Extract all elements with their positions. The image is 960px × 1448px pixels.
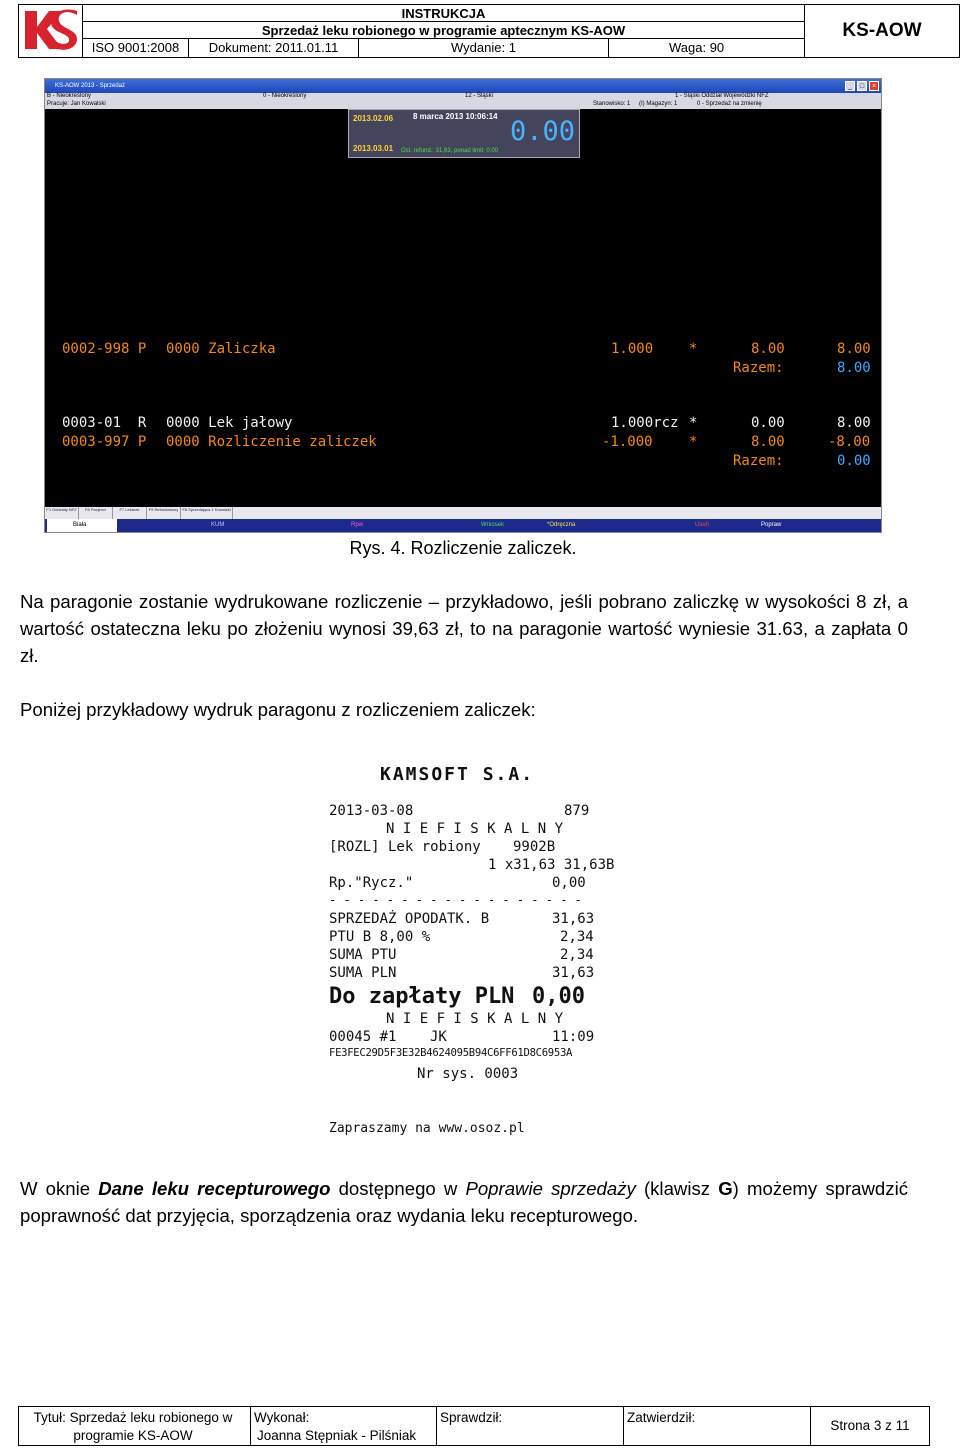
p3-text-2: dostępnego w <box>330 1178 466 1199</box>
receipt-sale-value: 31,63 <box>552 911 595 927</box>
footer-checked-label: Sprawdził: <box>440 1410 503 1425</box>
document-header <box>18 4 960 58</box>
footer-done-cell <box>251 1407 437 1445</box>
header-iso: ISO 9001:2008 <box>83 39 189 57</box>
row2-qty: 1.000rcz <box>611 415 679 431</box>
window-controls <box>845 81 879 91</box>
receipt-item: [ROZL] Lek robiony <box>329 839 481 855</box>
row1-code[interactable]: 0002-998 P <box>62 341 147 357</box>
footer-checked-cell <box>437 1407 624 1445</box>
row3-mark: * <box>689 434 698 450</box>
receipt-separator: - - - - - - - - - - - - - - - - - - <box>329 893 582 907</box>
razem2-label: Razem: <box>733 453 784 469</box>
status-rpw[interactable]: Rpw <box>351 522 364 528</box>
receipt-sale-label: SPRZEDAŻ OPODATK. B <box>329 911 490 927</box>
receipt-rp-value: 0,00 <box>552 875 586 891</box>
p3-text-3: (klawisz <box>635 1178 719 1199</box>
p3-text-4: ) możemy sprawdzić poprawność dat przyjęcia, sporządzenia oraz wydania leku recepturowego. <box>20 1178 909 1226</box>
receipt-suma-ptu-label: SUMA PTU <box>329 947 397 963</box>
display-date-2: 2013.03.01 <box>353 144 394 153</box>
header-weight: Waga: 90 <box>669 40 725 55</box>
status-popraw[interactable]: Popraw <box>761 522 782 528</box>
header-center <box>83 5 805 57</box>
info-store: (I) Magazyn: 1 <box>639 101 678 107</box>
row2-total: 8.00 <box>837 415 871 431</box>
header-brand-cell <box>805 5 959 57</box>
razem2-value: 0.00 <box>837 453 871 469</box>
p3-text-1: W oknie <box>20 1178 99 1199</box>
ks-logo-icon <box>19 5 83 57</box>
receipt-transaction: 00045 #1 <box>329 1029 397 1045</box>
fkey-f1[interactable]: F1 Oddziały NFZ <box>45 507 79 519</box>
row1-name[interactable]: 0000 Zaliczka <box>166 341 276 357</box>
footer-done-name: Joanna Stępniak - Pilśniak <box>257 1428 417 1443</box>
status-odreczna[interactable]: *Odręczna <box>547 522 576 528</box>
info-payer: 0 - Nieokreślony <box>263 93 307 99</box>
program-screenshot <box>44 78 882 533</box>
footer-title-cont: programie KS-AOW <box>73 1428 193 1443</box>
figure-caption: Rys. 4. Rozliczenie zaliczek. <box>349 538 577 558</box>
display-date-1: 2013.02.06 <box>353 114 394 123</box>
receipt-ptu-label: PTU B 8,00 % <box>329 929 431 945</box>
row1-qty: 1.000 <box>611 341 654 357</box>
receipt-suma-pln-label: SUMA PLN <box>329 965 397 981</box>
razem1-label: Razem: <box>733 360 784 376</box>
window-title: KS-AOW 2013 - Sprzedaż <box>55 83 126 89</box>
receipt-pay-value: 0,00 <box>532 984 585 1009</box>
fkey-f8[interactable]: F8 Sprzedająca 1 Kowalski <box>181 507 233 519</box>
row2-name[interactable]: 0000 Lek jałowy <box>166 415 293 431</box>
footer-title-cell <box>19 1407 251 1445</box>
row1-total: 8.00 <box>837 341 871 357</box>
minimize-icon[interactable]: _ <box>845 81 855 91</box>
receipt-nonfiscal: N I E F I S K A L N Y <box>386 821 564 837</box>
header-document: Dokument: 2011.01.11 <box>189 39 359 57</box>
paragraph-settlement: Na paragonie zostanie wydrukowane rozliczenie – przykładowo, jeśli pobrano zaliczkę w wysokości 8 zł, a wartość ostateczna leku po złożeniu wynosi 39,63 zł, to na paragonie wartość wyniesie 31.63, a zapłata 0 zł. <box>20 591 908 666</box>
header-subtitle: Sprzedaż leku robionego w programie aptecznym KS-AOW <box>83 22 804 39</box>
status-bar <box>45 519 881 532</box>
footer-page-cell <box>811 1407 929 1445</box>
window-titlebar <box>45 79 881 93</box>
row1-mark: * <box>689 341 698 357</box>
receipt-hash: FE3FEC29D5F3E32B4624095B94C6FF61D8C6953A <box>329 1047 573 1059</box>
footer-page: Strona 3 z 11 <box>830 1418 910 1433</box>
info-station: Stanowisko: 1 <box>593 101 631 107</box>
info-user: Pracuje: Jan Kowalski <box>47 101 106 107</box>
receipt-ptu-value: 2,34 <box>560 929 594 945</box>
function-keys-bar <box>45 507 881 519</box>
row2-price: 0.00 <box>751 415 785 431</box>
display-limit: Ost. refund.: 31,63, ponad limit: 0.00 <box>401 148 499 154</box>
status-biala[interactable]: Biała <box>47 519 117 532</box>
receipt-system-number: Nr sys. 0003 <box>417 1066 519 1082</box>
fkey-f6[interactable]: F6 Pacjenci <box>79 507 113 519</box>
paragraph-receipt-intro: Poniżej przykładowy wydruk paragonu z rozliczeniem zaliczek: <box>20 699 536 720</box>
row3-name[interactable]: 0000 Rozliczenie zaliczek <box>166 434 377 450</box>
receipt-qty-line: 1 x31,63 31,63B <box>488 857 615 873</box>
header-title: INSTRUKCJA <box>83 5 804 22</box>
footer-done-label: Wykonał: <box>254 1410 310 1425</box>
header-meta-row <box>83 39 804 57</box>
row1-price: 8.00 <box>751 341 785 357</box>
info-client: B - Nieokreślony <box>47 93 92 99</box>
receipt-item-code: 9902B <box>513 839 556 855</box>
row3-total: -8.00 <box>828 434 871 450</box>
footer-title: Tytuł: Sprzedaż leku robionego w <box>33 1410 233 1425</box>
row3-code[interactable]: 0003-997 P <box>62 434 147 450</box>
razem1-value: 8.00 <box>837 360 871 376</box>
document-footer <box>18 1406 930 1446</box>
info-nfz: 1 - Śląski Oddział Wojewódzki NFZ <box>675 93 769 99</box>
info-mode: 0 - Sprzedaż na zmienię <box>697 101 762 107</box>
status-wniosek[interactable]: Wniosek <box>481 522 505 528</box>
receipt-nonfiscal-2: N I E F I S K A L N Y <box>386 1011 564 1027</box>
receipt-company: KAMSOFT S.A. <box>380 764 535 785</box>
info-bar <box>45 93 881 109</box>
receipt-pay-label: Do zapłaty PLN <box>329 984 515 1009</box>
sale-display <box>348 109 580 158</box>
status-usun[interactable]: Usuń <box>695 522 710 528</box>
receipt-number: 879 <box>564 803 590 819</box>
display-amount: 0.00 <box>509 116 575 147</box>
row3-qty: -1.000 <box>602 434 653 450</box>
header-edition: Wydanie: 1 <box>359 39 609 57</box>
footer-approved-cell <box>624 1407 811 1445</box>
status-kum[interactable]: KUM <box>211 522 225 528</box>
row2-code[interactable]: 0003-01 R <box>62 415 147 431</box>
receipt-date: 2013-03-08 <box>329 803 414 819</box>
receipt-suma-pln-value: 31,63 <box>552 965 595 981</box>
receipt-rp-label: Rp."Rycz." <box>329 875 414 891</box>
row2-mark: * <box>689 415 698 431</box>
row3-price: 8.00 <box>751 434 785 450</box>
maximize-icon[interactable]: □ <box>857 81 867 91</box>
close-icon[interactable]: × <box>869 81 879 91</box>
fkey-f9[interactable]: F9 Refundatorzy <box>147 507 181 519</box>
receipt-operator: JK <box>430 1029 447 1045</box>
fkey-f7[interactable]: F7 Lekarze <box>113 507 147 519</box>
p3-window-name: Dane leku recepturowego <box>98 1178 331 1199</box>
info-region: 12 - Śląski <box>465 93 494 99</box>
p3-menu-name: Poprawie sprzedaży <box>465 1178 636 1199</box>
display-datetime: 8 marca 2013 10:06:14 <box>413 112 498 121</box>
footer-approved-label: Zatwierdził: <box>627 1410 696 1425</box>
company-logo <box>19 5 83 57</box>
receipt-footer: Zapraszamy na www.osoz.pl <box>329 1121 525 1136</box>
p3-key: G <box>718 1178 733 1199</box>
paragraph-recipe-window <box>20 1175 908 1229</box>
receipt-suma-ptu-value: 2,34 <box>560 947 594 963</box>
header-brand: KS-AOW <box>842 20 922 41</box>
receipt-time: 11:09 <box>552 1029 595 1045</box>
